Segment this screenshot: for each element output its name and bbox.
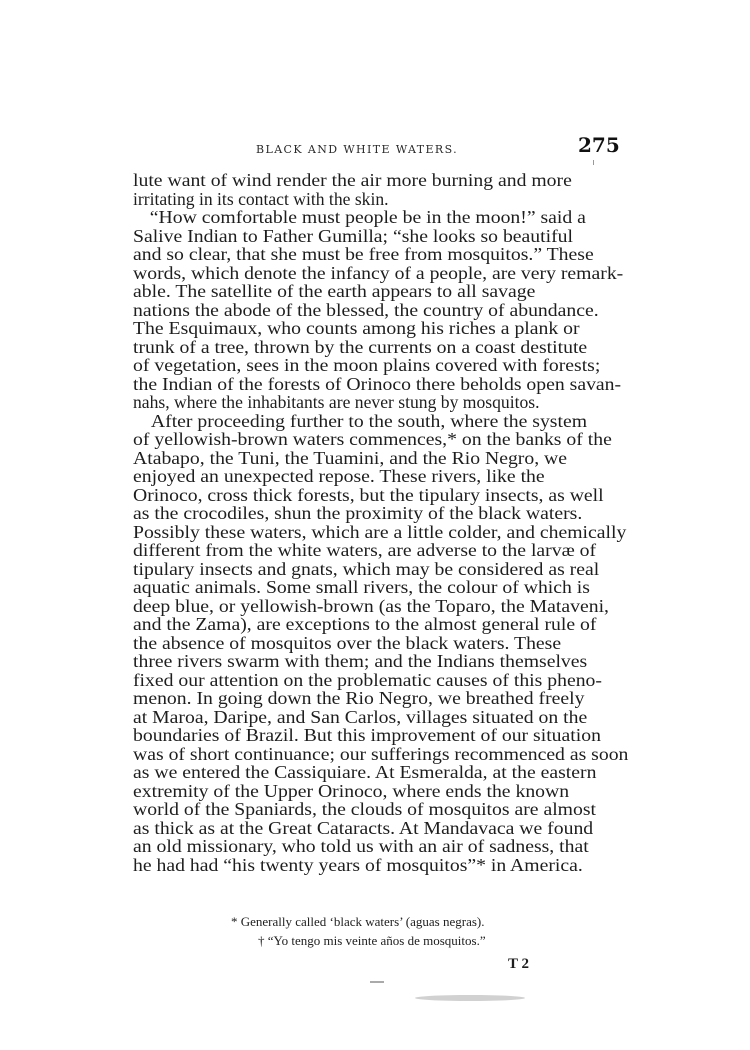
footnote-1: * Generally called ‘black waters’ (aguas negras). [231, 914, 485, 929]
text-line: an old missionary, who told us with an air of sadness, that [133, 836, 589, 856]
page-smudge [415, 995, 525, 1001]
text-line: of vegetation, sees in the moon plains covered with forests; [133, 355, 601, 375]
text-line: irritating in its contact with the skin. [133, 188, 389, 209]
text-line: and so clear, that she must be free from mosquitos.” These [133, 244, 594, 264]
text-line: extremity of the Upper Orinoco, where ends the known [133, 780, 570, 801]
text-line: tipulary insects and gnats, which may be considered as real [133, 558, 600, 579]
text-line: he had had “his twenty years of mosquitos”* in America. [133, 854, 583, 875]
text-line: at Maroa, Daripe, and San Carlos, villages situated on the [133, 706, 588, 727]
text-line: trunk of a tree, thrown by the currents on a coast destitute [133, 336, 588, 357]
text-line: and the Zama), are exceptions to the almost general rule of [133, 614, 597, 634]
text-line: words, which denote the infancy of a people, are very remark- [133, 262, 624, 283]
text-line: different from the white waters, are adverse to the larvæ of [133, 540, 597, 560]
page-number: 275 [578, 133, 620, 157]
footnote-2: † “Yo tengo mis veinte años de mosquitos.” [258, 933, 486, 948]
body-text [133, 171, 725, 874]
text-line: of yellowish-brown waters commences,* on the banks of the [133, 429, 612, 449]
text-line: the Indian of the forests of Orinoco there beholds open savan- [133, 373, 622, 394]
signature-mark: T 2 [508, 956, 529, 972]
text-line: After proceeding further to the south, where the system [150, 410, 588, 431]
text-line: as thick as at the Great Cataracts. At Mandavaca we found [133, 817, 594, 838]
text-line: deep blue, or yellowish-brown (as the Toparo, the Mataveni, [133, 595, 609, 616]
running-head: BLACK AND WHITE WATERS. [256, 143, 459, 156]
text-line: Orinoco, cross thick forests, but the tipulary insects, as well [133, 484, 604, 505]
dash-mark [370, 981, 384, 983]
text-line: was of short continuance; our sufferings recommenced as soon [133, 743, 629, 764]
text-line: Atabapo, the Tuni, the Tuamini, and the Rio Negro, we [133, 447, 568, 468]
text-line: as the crocodiles, shun the proximity of the black waters. [133, 503, 583, 523]
text-line: lute want of wind render the air more burning and more [133, 170, 572, 190]
text-line: Salive Indian to Father Gumilla; “she looks so beautiful [133, 225, 574, 246]
text-line: world of the Spaniards, the clouds of mosquitos are almost [133, 799, 596, 819]
text-line: nations the abode of the blessed, the country of abundance. [133, 299, 599, 320]
text-line: as we entered the Cassiquiare. At Esmeralda, at the eastern [133, 762, 597, 782]
text-line: “How comfortable must people be in the moon!” said a [149, 207, 586, 227]
text-line: Possibly these waters, which are a little colder, and chemically [133, 521, 627, 542]
text-line: able. The satellite of the earth appears to all savage [133, 281, 536, 301]
text-line: boundaries of Brazil. But this improvement of our situation [133, 725, 601, 745]
printer-tick-mark [593, 160, 594, 165]
text-line: three rivers swarm with them; and the Indians themselves [133, 651, 588, 671]
text-line: menon. In going down the Rio Negro, we breathed freely [133, 688, 585, 708]
text-line: the absence of mosquitos over the black waters. These [133, 632, 562, 653]
text-line: The Esquimaux, who counts among his riches a plank or [133, 318, 580, 338]
text-line: aquatic animals. Some small rivers, the colour of which is [133, 577, 590, 597]
text-line: fixed our attention on the problematic causes of this pheno- [133, 669, 602, 690]
text-line: enjoyed an unexpected repose. These rivers, like the [133, 466, 545, 486]
text-line: nahs, where the inhabitants are never stung by mosquitos. [133, 392, 540, 412]
